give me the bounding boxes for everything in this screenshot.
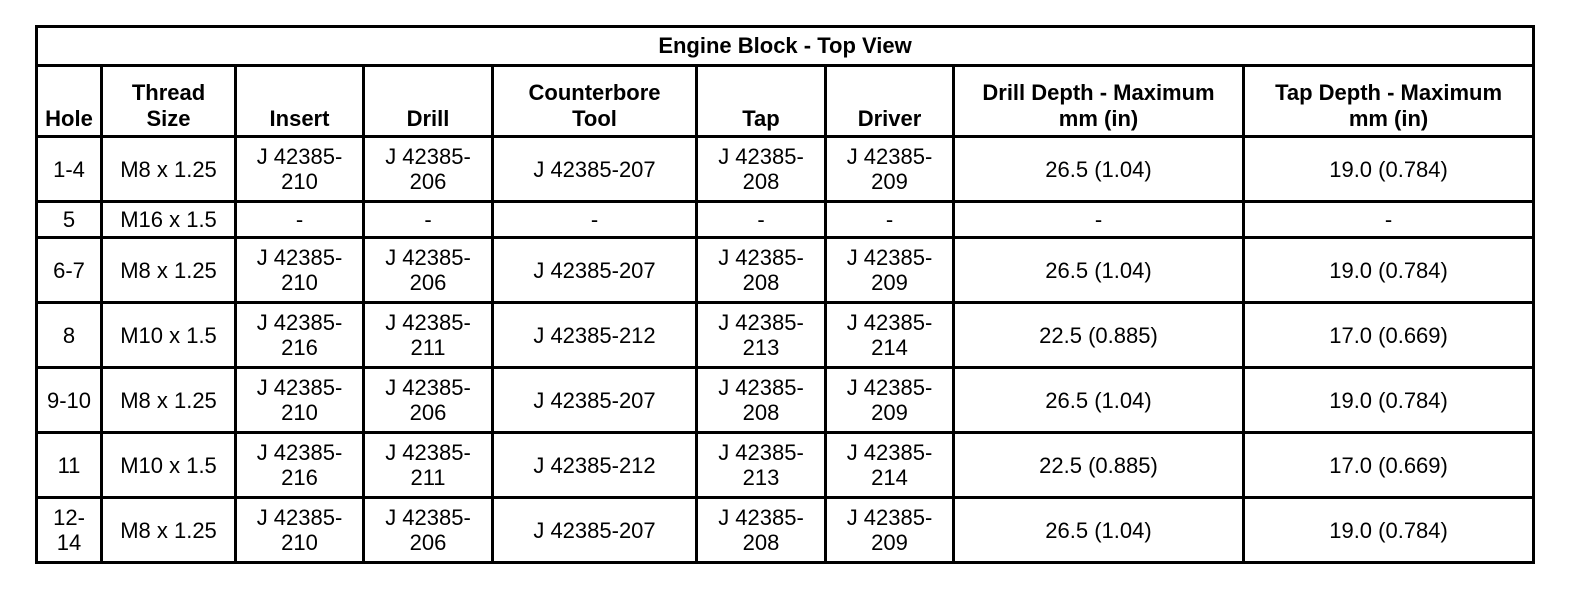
- drill-depth-cell-text: 26.5 (1.04): [1045, 517, 1152, 543]
- drill-cell-line1: J 42385-: [385, 440, 471, 465]
- driver-cell: [826, 137, 954, 202]
- driver-cell-line1: J 42385-: [846, 144, 933, 169]
- insert-cell: [236, 303, 364, 368]
- insert-cell-line2: 210: [281, 530, 318, 555]
- insert-cell-line1: J 42385-: [256, 310, 343, 335]
- insert-cell-line2: 210: [281, 169, 318, 194]
- thread-size-cell-text: M10 x 1.5: [120, 322, 217, 348]
- tap-cell: [697, 137, 826, 202]
- insert-cell-text: [257, 310, 343, 360]
- counterbore-cell: [493, 137, 697, 202]
- drill-depth-cell: [954, 368, 1244, 433]
- drill-cell-line2: 206: [409, 530, 447, 555]
- drill-depth-cell-text: 26.5 (1.04): [1045, 387, 1152, 413]
- hole-cell: [37, 368, 102, 433]
- counterbore-cell: [493, 433, 697, 498]
- drill-depth-cell-text: -: [1094, 206, 1103, 232]
- driver-cell: [826, 238, 954, 303]
- driver-cell-text: [886, 207, 893, 232]
- tap-depth-cell-text: 19.0 (0.784): [1329, 517, 1448, 543]
- insert-cell-line1: J 42385-: [256, 144, 343, 169]
- insert-cell-line1: J 42385-: [256, 375, 343, 400]
- header-hole-line2: Hole: [45, 106, 93, 131]
- insert-cell: [236, 368, 364, 433]
- tap-depth-cell-text: 19.0 (0.784): [1329, 257, 1448, 283]
- driver-cell-text: [847, 440, 933, 490]
- tap-depth-cell: [1244, 202, 1534, 238]
- counterbore-cell-text: J 42385-207: [533, 156, 656, 182]
- hole-cell: [37, 202, 102, 238]
- counterbore-cell: [493, 368, 697, 433]
- drill-cell-line2: 211: [410, 335, 446, 360]
- drill-depth-cell-text: 22.5 (0.885): [1039, 452, 1158, 478]
- counterbore-cell-text: -: [590, 206, 599, 232]
- tap-depth-cell: [1244, 303, 1534, 368]
- driver-cell-line1: J 42385-: [846, 310, 933, 335]
- insert-cell-line1: J 42385-: [256, 245, 343, 270]
- driver-cell-text: [847, 505, 933, 555]
- drill-cell-text: [385, 144, 471, 194]
- tap-cell-text: [718, 245, 804, 295]
- engine-block-table-container: [35, 25, 1532, 564]
- insert-cell-line1: -: [295, 206, 304, 232]
- counterbore-cell-text: J 42385-212: [533, 452, 656, 478]
- driver-cell-line1: J 42385-: [846, 245, 933, 270]
- tap-cell-line2: 208: [742, 530, 780, 555]
- insert-cell-line2: 210: [281, 400, 318, 425]
- tap-depth-cell: [1244, 238, 1534, 303]
- insert-cell: [236, 202, 364, 238]
- header-drill-depth-max: [954, 66, 1244, 137]
- drill-cell-line1: J 42385-: [385, 505, 471, 530]
- thread-size-cell: [102, 433, 236, 498]
- table-body: [37, 137, 1534, 563]
- driver-cell-text: [847, 310, 933, 360]
- drill-cell-line2: 206: [409, 400, 447, 425]
- drill-cell: [364, 202, 493, 238]
- drill-depth-cell-text: 22.5 (0.885): [1039, 322, 1158, 348]
- tap-depth-cell: [1244, 498, 1534, 563]
- hole-cell-text: [53, 505, 85, 555]
- tap-cell: [697, 202, 826, 238]
- drill-cell-line1: J 42385-: [385, 310, 471, 335]
- driver-cell: [826, 303, 954, 368]
- counterbore-cell-text: J 42385-207: [533, 517, 656, 543]
- insert-cell-line2: 216: [281, 335, 318, 360]
- drill-depth-cell-text: 26.5 (1.04): [1045, 257, 1152, 283]
- drill-cell-line1: -: [424, 206, 432, 232]
- header-tap-depth-max-line2: mm (in): [1348, 106, 1429, 131]
- tap-cell-line1: J 42385-: [718, 375, 804, 400]
- header-row: [37, 66, 1534, 137]
- hole-cell: [37, 498, 102, 563]
- tap-depth-cell-text: 17.0 (0.669): [1329, 322, 1448, 348]
- tap-depth-cell-text: 19.0 (0.784): [1329, 156, 1448, 182]
- drill-depth-cell: [954, 202, 1244, 238]
- driver-cell-line2: 214: [871, 465, 908, 490]
- hole-cell: [37, 238, 102, 303]
- tap-cell-text: [718, 310, 804, 360]
- tap-cell-line2: 208: [742, 270, 780, 295]
- driver-cell-line2: 209: [871, 400, 908, 425]
- insert-cell-text: [257, 144, 343, 194]
- driver-cell-line2: 209: [871, 270, 908, 295]
- drill-depth-cell-text: 26.5 (1.04): [1045, 156, 1152, 182]
- tap-cell-text: [718, 505, 804, 555]
- drill-depth-cell: [954, 433, 1244, 498]
- tap-cell-line1: J 42385-: [718, 505, 804, 530]
- hole-cell-line1: 12-: [53, 505, 85, 530]
- insert-cell-text: [296, 207, 303, 232]
- driver-cell-line2: 209: [871, 169, 908, 194]
- thread-size-cell-text: M8 x 1.25: [120, 517, 217, 543]
- table-row: [37, 202, 1534, 238]
- drill-cell: [364, 368, 493, 433]
- header-drill-depth-max-line2: mm (in): [1058, 106, 1139, 131]
- header-insert-line2: Insert: [269, 106, 330, 131]
- insert-cell-line1: J 42385-: [256, 440, 343, 465]
- table-row: [37, 433, 1534, 498]
- hole-cell-line2: 14: [56, 530, 82, 555]
- drill-cell-text: [385, 310, 471, 360]
- counterbore-cell: [493, 303, 697, 368]
- driver-cell: [826, 368, 954, 433]
- hole-cell: [37, 303, 102, 368]
- drill-cell-text: [424, 207, 431, 232]
- tap-cell-text: [757, 207, 764, 232]
- hole-cell-text: 9-10: [46, 387, 92, 413]
- drill-depth-cell: [954, 238, 1244, 303]
- hole-cell-text: 5: [62, 206, 76, 232]
- thread-size-cell-text: M8 x 1.25: [120, 156, 217, 182]
- tap-cell: [697, 498, 826, 563]
- drill-cell-line2: 211: [410, 465, 446, 490]
- insert-cell-line1: J 42385-: [256, 505, 343, 530]
- driver-cell-line2: 209: [871, 530, 908, 555]
- thread-size-cell: [102, 303, 236, 368]
- table-row: [37, 498, 1534, 563]
- thread-size-cell-text: M16 x 1.5: [120, 206, 217, 232]
- driver-cell-line1: -: [885, 206, 894, 232]
- tap-cell-line1: J 42385-: [718, 440, 804, 465]
- drill-cell: [364, 498, 493, 563]
- tap-cell: [697, 238, 826, 303]
- header-counterbore-tool-line1: Counterbore: [528, 80, 661, 105]
- insert-cell-line2: 210: [281, 270, 318, 295]
- counterbore-cell-text: J 42385-207: [533, 257, 656, 283]
- header-tap-depth-max-line1: Tap Depth - Maximum: [1275, 80, 1503, 105]
- tap-cell-line2: 208: [742, 169, 780, 194]
- header-drill: [364, 66, 493, 137]
- insert-cell: [236, 137, 364, 202]
- counterbore-cell: [493, 202, 697, 238]
- tap-cell-line1: J 42385-: [718, 310, 804, 335]
- header-tap-line2: Tap: [742, 106, 780, 131]
- tap-cell-line1: J 42385-: [718, 144, 804, 169]
- driver-cell-line1: J 42385-: [846, 440, 933, 465]
- hole-cell-text: 1-4: [53, 156, 85, 182]
- tap-cell-line2: 213: [742, 335, 780, 360]
- drill-cell-line2: 206: [409, 270, 447, 295]
- insert-cell-line2: 216: [281, 465, 318, 490]
- driver-cell: [826, 433, 954, 498]
- header-thread-size: [102, 66, 236, 137]
- driver-cell: [826, 498, 954, 563]
- header-thread-size-line1: Thread: [131, 80, 206, 105]
- engine-block-table: [35, 25, 1535, 564]
- table-row: [37, 303, 1534, 368]
- thread-size-cell-text: M8 x 1.25: [120, 387, 217, 413]
- insert-cell-text: [257, 505, 343, 555]
- driver-cell-text: [847, 245, 933, 295]
- thread-size-cell: [102, 238, 236, 303]
- thread-size-cell: [102, 368, 236, 433]
- driver-cell: [826, 202, 954, 238]
- tap-cell-text: [718, 440, 804, 490]
- insert-cell-text: [257, 245, 343, 295]
- counterbore-cell-text: J 42385-207: [533, 387, 656, 413]
- tap-depth-cell: [1244, 433, 1534, 498]
- tap-depth-cell-text: -: [1384, 206, 1393, 232]
- tap-cell-text: [718, 144, 804, 194]
- drill-cell-line1: J 42385-: [385, 144, 471, 169]
- tap-cell-line1: J 42385-: [718, 245, 804, 270]
- counterbore-cell: [493, 238, 697, 303]
- drill-cell: [364, 433, 493, 498]
- drill-cell-line2: 206: [409, 169, 447, 194]
- header-hole: [37, 66, 102, 137]
- tap-depth-cell-text: 19.0 (0.784): [1329, 387, 1448, 413]
- driver-cell-line2: 214: [871, 335, 908, 360]
- header-drill-line2: Drill: [406, 106, 450, 131]
- drill-cell-text: [385, 245, 471, 295]
- thread-size-cell-text: M10 x 1.5: [120, 452, 217, 478]
- drill-cell-text: [385, 505, 471, 555]
- drill-depth-cell: [954, 498, 1244, 563]
- drill-cell-line1: J 42385-: [385, 375, 471, 400]
- thread-size-cell: [102, 137, 236, 202]
- insert-cell-text: [257, 375, 343, 425]
- header-thread-size-line2: Size: [146, 106, 191, 131]
- insert-cell: [236, 498, 364, 563]
- tap-depth-cell: [1244, 368, 1534, 433]
- header-tap-depth-max: [1244, 66, 1534, 137]
- hole-cell-text: 11: [57, 452, 81, 478]
- table-title: Engine Block - Top View: [37, 27, 1534, 66]
- tap-cell-line2: 208: [742, 400, 780, 425]
- hole-cell-text: 8: [62, 322, 76, 348]
- thread-size-cell: [102, 498, 236, 563]
- counterbore-cell: [493, 498, 697, 563]
- drill-cell-line1: J 42385-: [385, 245, 471, 270]
- hole-cell: [37, 433, 102, 498]
- tap-cell-text: [718, 375, 804, 425]
- table-row: [37, 368, 1534, 433]
- tap-cell: [697, 368, 826, 433]
- drill-cell: [364, 238, 493, 303]
- insert-cell: [236, 238, 364, 303]
- tap-depth-cell: [1244, 137, 1534, 202]
- insert-cell-text: [257, 440, 343, 490]
- drill-cell-text: [385, 375, 471, 425]
- tap-cell-line1: -: [757, 206, 765, 232]
- thread-size-cell-text: M8 x 1.25: [120, 257, 217, 283]
- driver-cell-line1: J 42385-: [846, 505, 933, 530]
- counterbore-cell-text: J 42385-212: [533, 322, 656, 348]
- drill-cell: [364, 137, 493, 202]
- drill-cell-text: [385, 440, 471, 490]
- header-counterbore-tool-line2: Tool: [572, 106, 617, 131]
- drill-cell: [364, 303, 493, 368]
- drill-depth-cell: [954, 303, 1244, 368]
- driver-cell-line1: J 42385-: [846, 375, 933, 400]
- thread-size-cell: [102, 202, 236, 238]
- insert-cell: [236, 433, 364, 498]
- tap-cell: [697, 433, 826, 498]
- header-counterbore-tool: [493, 66, 697, 137]
- drill-depth-cell: [954, 137, 1244, 202]
- tap-cell: [697, 303, 826, 368]
- table-row: [37, 137, 1534, 202]
- table-row: [37, 238, 1534, 303]
- driver-cell-text: [847, 144, 933, 194]
- header-drill-depth-max-line1: Drill Depth - Maximum: [982, 80, 1215, 105]
- hole-cell: [37, 137, 102, 202]
- hole-cell-text: 6-7: [53, 257, 85, 283]
- header-tap: [697, 66, 826, 137]
- header-driver-line2: Driver: [857, 106, 922, 131]
- header-insert: [236, 66, 364, 137]
- driver-cell-text: [847, 375, 933, 425]
- header-driver: [826, 66, 954, 137]
- tap-cell-line2: 213: [742, 465, 780, 490]
- tap-depth-cell-text: 17.0 (0.669): [1329, 452, 1448, 478]
